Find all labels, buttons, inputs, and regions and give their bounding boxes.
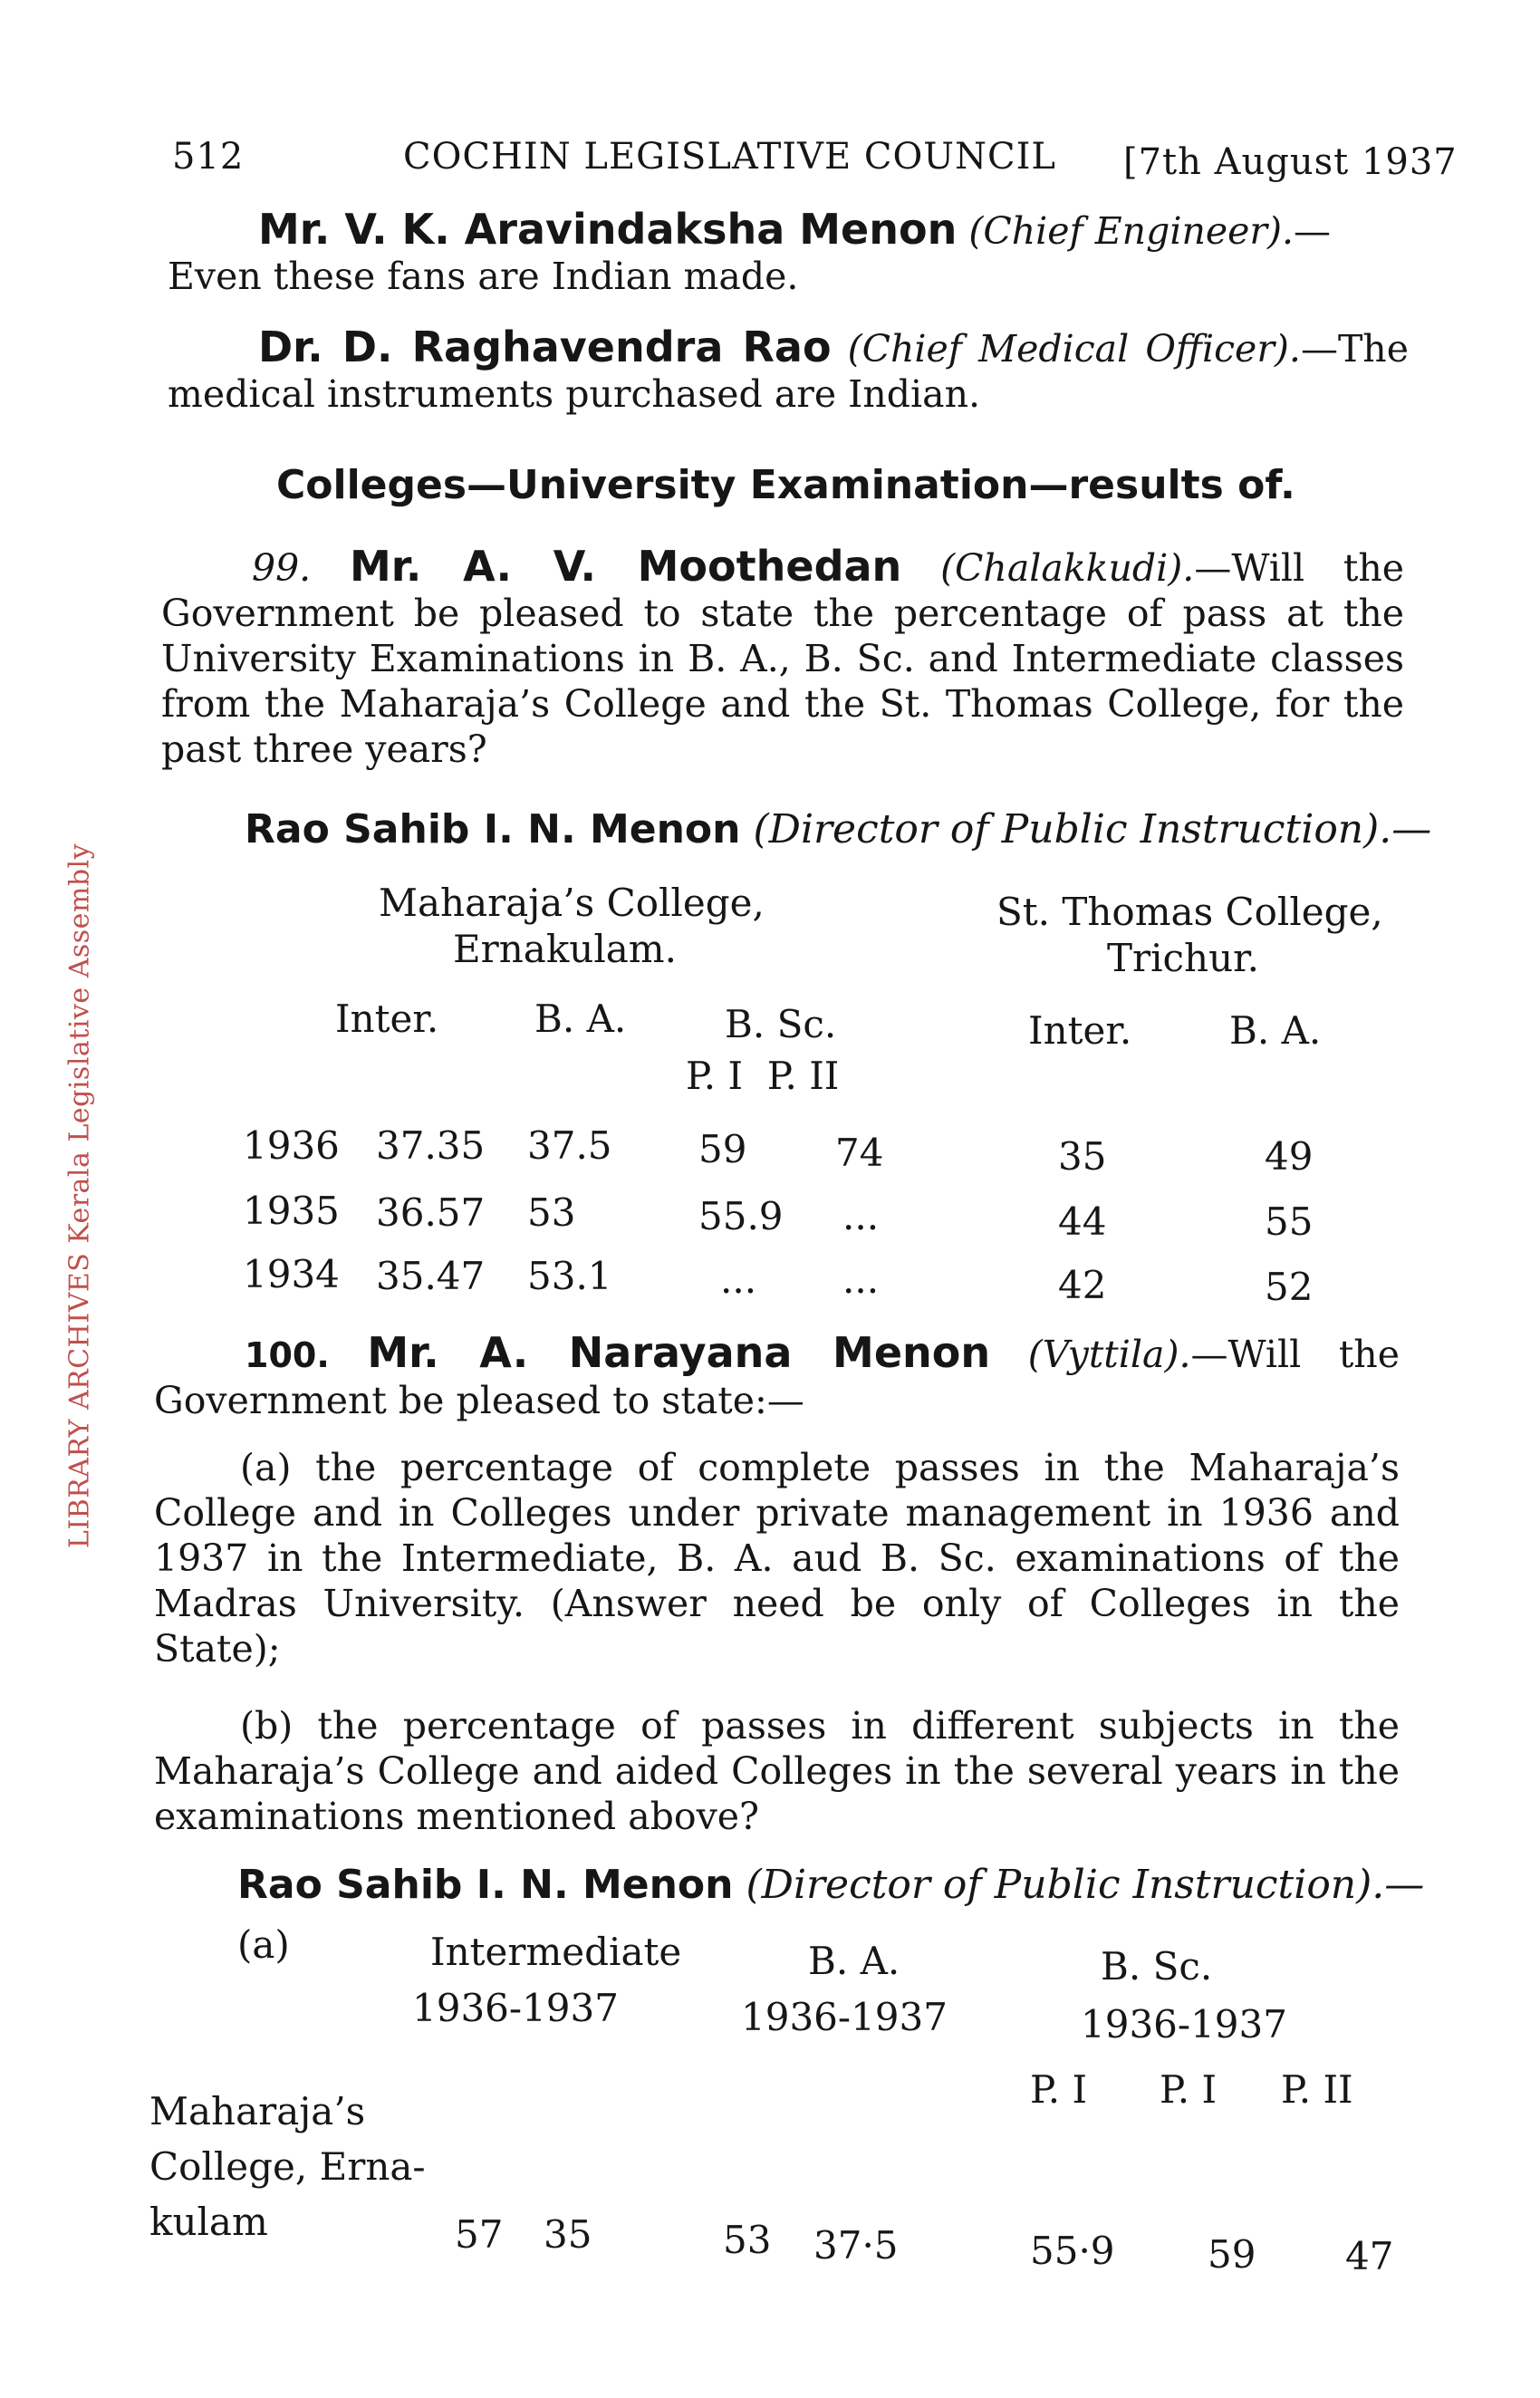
row-label: Maharaja’s [149,2089,366,2133]
row-label: kulam [149,2200,268,2244]
column-header: B. A. [1229,1008,1322,1053]
question-number: 99. [252,546,312,590]
table-cell: 74 [835,1131,884,1175]
table-cell: 57 [455,2212,504,2257]
speaker-name: Dr. D. Raghavendra Rao [258,323,832,371]
table-cell: 53 [723,2218,772,2262]
section-heading: Colleges—University Examination—results of. [276,462,1295,508]
row-label: College, Erna- [149,2144,426,2189]
constituency: (Vyttila). [1027,1333,1191,1376]
column-header: B. Sc. [1101,1944,1213,1989]
college-name: St. Thomas College, [996,890,1383,934]
column-subheader: P. I P. II [686,1054,840,1098]
table-cell: 59 [1208,2232,1256,2277]
table-cell: 55·9 [1030,2229,1115,2273]
column-header: Inter. [335,997,439,1041]
table-cell: 37.5 [527,1123,612,1168]
speaker-name: Mr. A. V. Moothedan [349,542,902,591]
table-cell: 37·5 [813,2223,899,2268]
speaker-role: (Director of Public Instruction).— [753,806,1432,852]
table-cell: 42 [1058,1263,1107,1307]
table-cell: 53 [527,1190,576,1235]
table-cell: 36.57 [376,1190,486,1235]
page-header-title: COCHIN LEGISLATIVE COUNCIL [403,136,1056,178]
answer-99-speaker-line [245,806,1431,852]
college-location: Ernakulam. [453,927,677,971]
table-cell: 55.9 [698,1194,784,1238]
column-years: 1936-1937 [1081,2002,1287,2046]
question-number: 100. [245,1335,330,1375]
question-text: —Will the Government be pleased to state the percentage of pass at the University Examinations in B. A., B. Sc. and Intermediate classes from the Maharaja’s College and the St. Thomas College, for the past three years? [161,546,1404,771]
table-cell: 59 [698,1127,747,1171]
speaker-name: Rao Sahib I. N. Menon [237,1862,734,1908]
column-subheader: P. I [1030,2067,1088,2112]
column-header: B. A. [534,997,627,1041]
question-100-part-b: (b) the percentage of passes in different subjects in the Maharaja’s College and aided Colleges in the several years in the examinations mentioned above? [154,1704,1400,1838]
column-header: B. A. [808,1939,900,1983]
column-years: 1936-1937 [412,1986,619,2030]
speaker-role: (Chief Engineer). [968,209,1295,253]
question-100-part-a: (a) the percentage of complete passes in the Maharaja’s College and in Colleges under private management in 1936 and 1937 in the Intermediate, B. A. aud B. Sc. examinations of the Madras University. (Answer need be only of Colleges in the State); [154,1446,1400,1671]
page-header-date: [7th August 1937 [1123,141,1458,183]
table-cell: ... [842,1194,880,1238]
table-cell: 44 [1058,1199,1107,1244]
table-cell: ... [842,1257,880,1302]
column-header: B. Sc. [725,1002,837,1046]
table-cell: 53.1 [527,1254,612,1298]
table-cell: 47 [1345,2234,1394,2278]
column-header: Inter. [1028,1008,1132,1053]
column-subheader: P. II [1281,2067,1353,2112]
table-cell: 35 [1058,1134,1107,1179]
page-number: 512 [172,136,245,178]
table-cell: 49 [1265,1134,1314,1179]
row-year: 1936 [243,1123,340,1168]
table-cell: 37.35 [376,1123,486,1168]
answer-100-speaker-line [237,1862,1424,1908]
constituency: (Chalakkudi). [940,546,1195,590]
answer-chief-engineer: Mr. V. K. Aravindaksha Menon (Chief Engineer).— Even these fans are Indian made. [168,207,1409,299]
column-subheader: P. I [1160,2067,1218,2112]
table-cell: 35 [544,2212,592,2257]
answer-chief-medical-officer: Dr. D. Raghavendra Rao (Chief Medical Officer).—The medical instruments purchased are Indian. [168,323,1409,416]
table-cell: 52 [1265,1265,1314,1309]
answer-text: Even these fans are Indian made. [168,255,799,298]
column-years: 1936-1937 [741,1995,948,2039]
speaker-name: Mr. A. Narayana Menon [367,1328,991,1377]
archive-watermark: LIBRARY ARCHIVES Kerala Legislative Assembly [63,843,96,1549]
table-cell: 55 [1265,1199,1314,1244]
part-label: (a) [237,1922,290,1967]
table-cell: 35.47 [376,1254,486,1298]
row-year: 1934 [243,1252,340,1296]
college-location: Trichur. [1107,936,1259,980]
speaker-role: (Chief Medical Officer). [847,327,1301,371]
row-year: 1935 [243,1189,340,1233]
speaker-name: Mr. V. K. Aravindaksha Menon [258,205,958,254]
speaker-role: (Director of Public Instruction).— [746,1862,1425,1908]
question-text: —Will the Government be pleased to state:— [154,1333,1400,1422]
table-cell: ... [720,1257,757,1302]
question-100 [154,1330,1400,1423]
speaker-name: Rao Sahib I. N. Menon [245,806,741,852]
column-header: Intermediate [430,1930,682,1974]
question-99 [161,544,1404,772]
college-name: Maharaja’s College, [379,881,765,925]
